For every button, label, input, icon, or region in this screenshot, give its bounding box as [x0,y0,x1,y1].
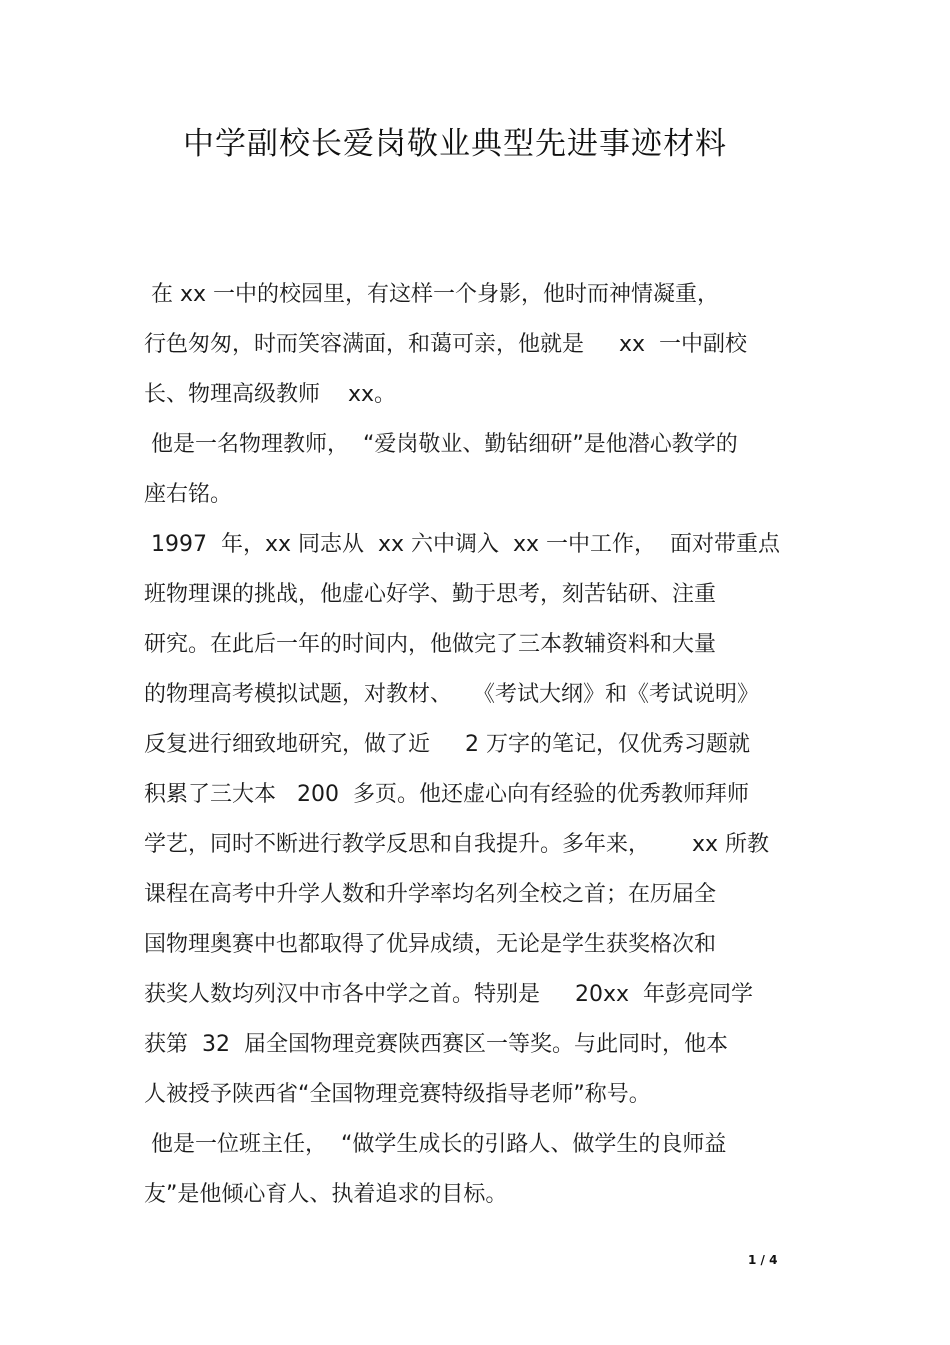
page-number: 1 / 4 [748,1253,778,1267]
body-line: 在 xx 一中的校园里，有这样一个身影，他时而神情凝重， [144,282,720,307]
body-line: 研究。在此后一年的时间内，他做完了三本教辅资料和大量 [144,632,717,657]
body-line: 人被授予陕西省“全国物理竞赛特级指导老师”称号。 [144,1082,651,1107]
document-title: 中学副校长爱岗敬业典型先进事迹材料 [183,126,727,162]
body-line: 1997 年，xx 同志从 xx 六中调入 xx 一中工作， 面对带重点 [144,532,781,557]
body-line: 获第 32 届全国物理竞赛陕西赛区一等奖。与此同时，他本 [144,1032,728,1057]
body-line: 课程在高考中升学人数和升学率均名列全校之首；在历届全 [144,882,717,907]
body-line: 反复进行细致地研究，做了近 2 万字的笔记，仅优秀习题就 [144,732,750,757]
body-line: 学艺，同时不断进行教学反思和自我提升。多年来， xx 所教 [144,832,769,857]
body-line: 他是一名物理教师， “爱岗敬业、勤钻细研”是他潜心教学的 [144,432,738,457]
body-line: 国物理奥赛中也都取得了优异成绩，无论是学生获奖格次和 [144,932,717,957]
body-line: 友”是他倾心育人、执着追求的目标。 [144,1182,508,1207]
body-line: 积累了三大本 200 多页。他还虚心向有经验的优秀教师拜师 [144,782,749,807]
body-line: 长、物理高级教师 xx。 [144,382,397,407]
body-line: 班物理课的挑战，他虚心好学、勤于思考，刻苦钻研、注重 [144,582,717,607]
body-line: 获奖人数均列汉中市各中学之首。特别是 20xx 年彭亮同学 [144,982,753,1007]
body-line: 的物理高考模拟试题，对教材、 《考试大纲》和《考试说明》 [144,682,759,707]
body-line: 行色匆匆，时而笑容满面，和蔼可亲，他就是 xx 一中副校 [144,332,747,357]
body-line: 他是一位班主任， “做学生成长的引路人、做学生的良师益 [144,1132,727,1157]
body-line: 座右铭。 [144,482,233,507]
